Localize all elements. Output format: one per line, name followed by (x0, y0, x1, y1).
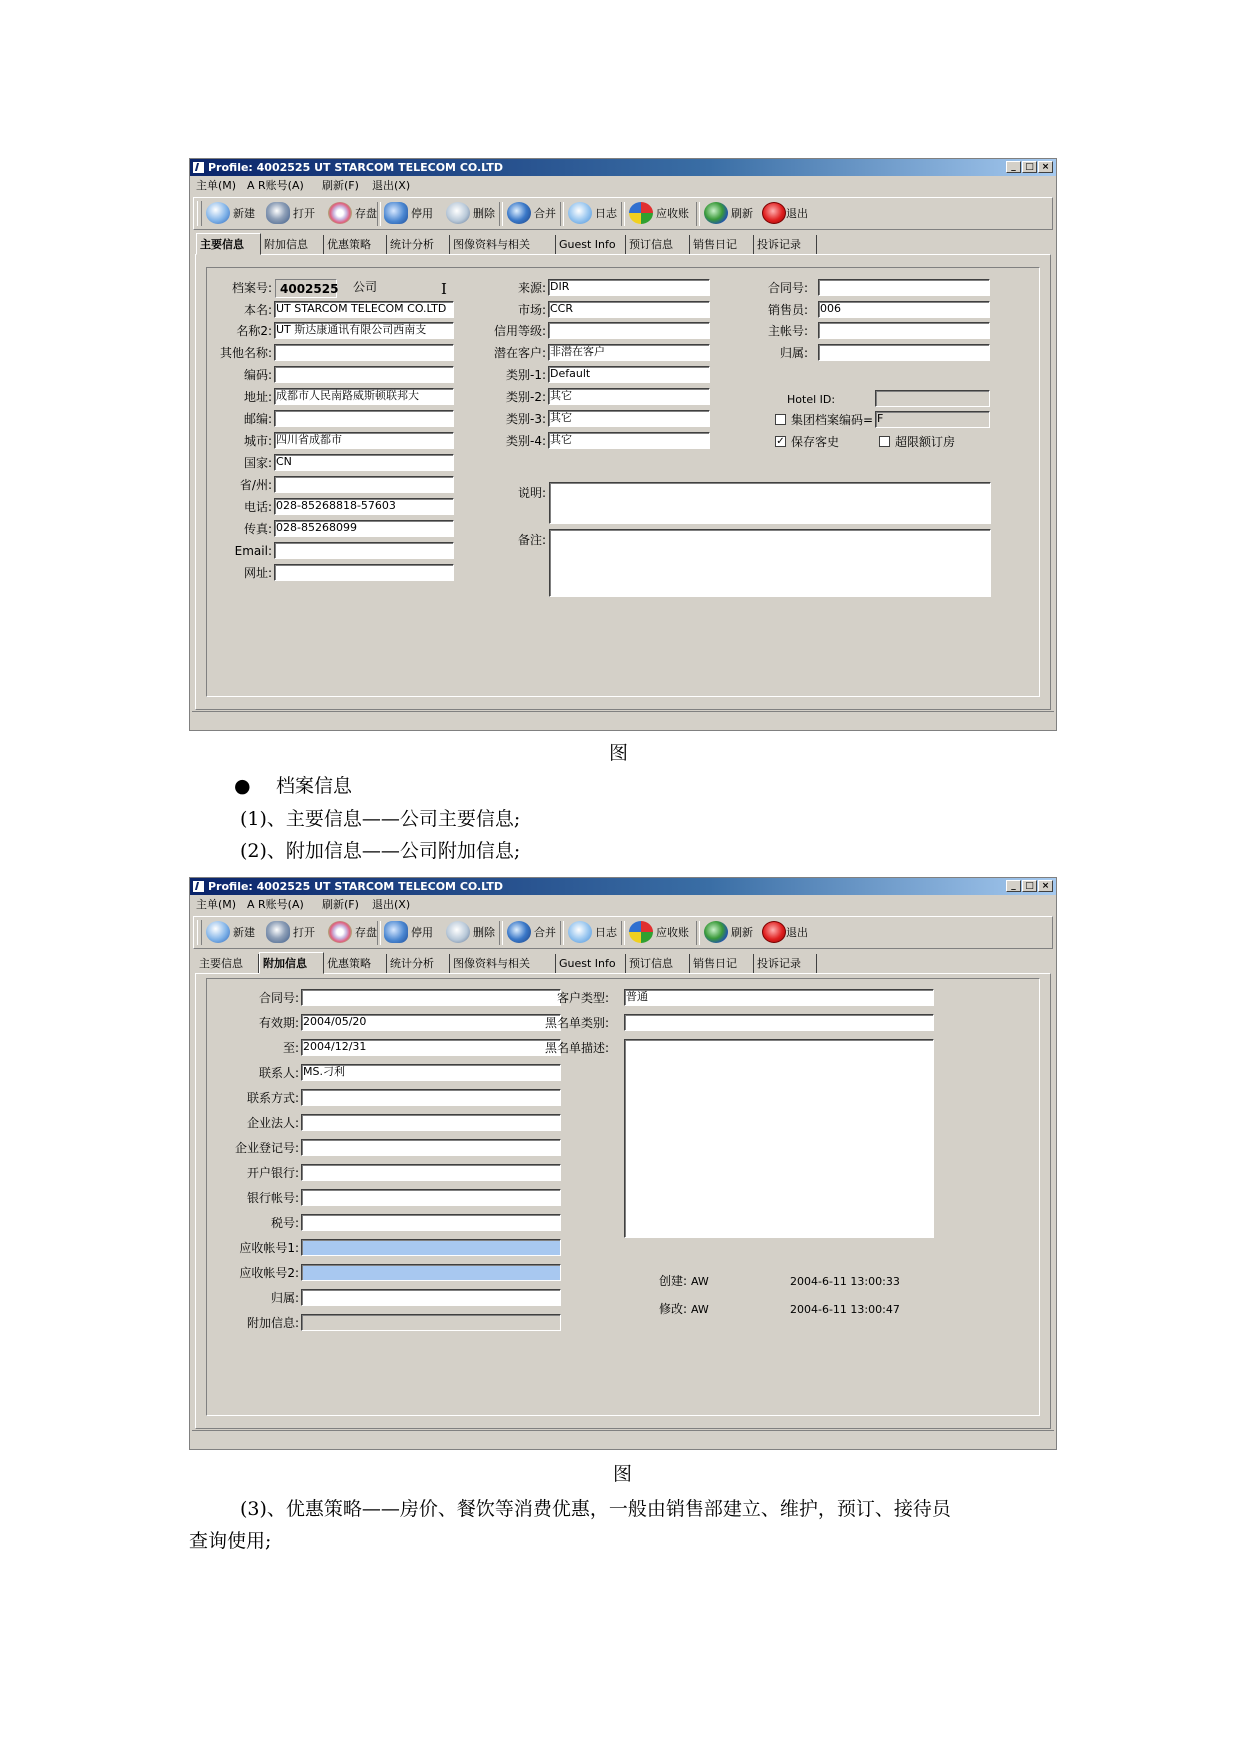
open-icon (266, 921, 290, 943)
postcode-field[interactable] (274, 410, 454, 427)
menu-bar (190, 896, 1056, 914)
delete-icon (446, 921, 470, 943)
exit-icon (762, 921, 786, 943)
blacklist-desc-label: 黑名单描述: (544, 1041, 609, 1055)
registration-no-field[interactable] (301, 1139, 561, 1156)
minimize-button[interactable]: _ (1006, 161, 1021, 173)
log-label: 日志 (595, 926, 617, 939)
stop-label: 停用 (411, 207, 433, 220)
menu-exit[interactable]: 退出(X) (372, 898, 411, 911)
save-icon (328, 202, 352, 224)
toolbar-separator (621, 921, 625, 945)
potential-field[interactable]: 非潜在客户 (548, 344, 710, 361)
tab-main-info[interactable]: 主要信息 (196, 954, 259, 973)
category1-label: 类别-1: (505, 368, 546, 382)
menu-ar-account[interactable]: A R账号(A) (247, 898, 304, 911)
toolbar-separator (696, 921, 700, 945)
exit-label: 退出 (786, 926, 808, 939)
description-field[interactable] (549, 482, 991, 524)
open-label: 打开 (293, 207, 315, 220)
bank-field[interactable] (301, 1164, 561, 1181)
main-account-label: 主帐号: (767, 324, 808, 338)
ar-icon (629, 921, 653, 943)
source-label: 来源: (517, 281, 546, 295)
tax-no-field[interactable] (301, 1214, 561, 1231)
log-label: 日志 (595, 207, 617, 220)
toolbar-separator (377, 921, 381, 945)
bank-account-field[interactable] (301, 1189, 561, 1206)
doc-item-2: (2)、附加信息——公司附加信息; (240, 840, 521, 862)
log-icon (568, 921, 592, 943)
section-heading: 档案信息 (276, 775, 353, 797)
ar-account2-label: 应收帐号2: (239, 1266, 299, 1280)
toolbar (193, 916, 1053, 949)
open-label: 打开 (293, 926, 315, 939)
exit-label: 退出 (786, 207, 808, 220)
company-type: 公司 (353, 280, 378, 294)
save-label: 存盘 (355, 926, 377, 939)
category1-field[interactable]: Default (548, 366, 710, 383)
potential-label: 潜在客户: (493, 346, 546, 360)
doc-item-1: (1)、主要信息——公司主要信息; (240, 808, 521, 830)
other-name-field[interactable] (274, 344, 454, 361)
maximize-button[interactable]: □ (1022, 161, 1037, 173)
blacklist-type-label: 黑名单类别: (544, 1016, 609, 1030)
stop-label: 停用 (411, 926, 433, 939)
toolbar-separator (377, 202, 381, 226)
ar-account1-field[interactable] (301, 1239, 561, 1256)
status-bar (192, 711, 1054, 728)
main-account-field[interactable] (818, 322, 990, 339)
legal-person-label: 企业法人: (246, 1116, 299, 1130)
contract-label: 合同号: (767, 281, 808, 295)
toolbar-separator (560, 921, 564, 945)
tab-discount-policy[interactable]: 优惠策略 (324, 954, 387, 973)
form-area (206, 978, 1040, 1416)
category4-field[interactable]: 其它 (548, 432, 710, 449)
description-label: 说明: (517, 486, 546, 500)
tab-statistics[interactable]: 统计分析 (387, 954, 450, 973)
refresh-icon (704, 202, 728, 224)
tab-statistics[interactable]: 统计分析 (387, 235, 450, 254)
code-field[interactable] (274, 366, 454, 383)
toolbar (193, 197, 1053, 230)
category2-label: 类别-2: (505, 390, 546, 404)
bank-account-label: 银行帐号: (246, 1191, 299, 1205)
app-logo-icon (192, 880, 205, 893)
keep-history-checkbox[interactable]: ✓ (776, 436, 785, 447)
city-field[interactable]: 四川省成都市 (274, 432, 454, 449)
modified-by: AW (691, 1303, 709, 1316)
registration-no-label: 企业登记号: (234, 1141, 299, 1155)
hotel-id-field (875, 390, 990, 407)
doc-item-3-line1: (3)、优惠策略——房价、餐饮等消费优惠，一般由销售部建立、维护，预订、接待员 (240, 1498, 951, 1520)
extra-info-field (301, 1314, 561, 1331)
doc-item-3-line2: 查询使用; (189, 1530, 272, 1552)
belong-label: 归属: (779, 346, 808, 360)
close-button[interactable]: × (1038, 161, 1053, 173)
created-label: 创建: (659, 1274, 688, 1288)
contact-way-label: 联系方式: (246, 1091, 299, 1105)
market-label: 市场: (517, 303, 546, 317)
hotel-id-label: Hotel ID: (787, 393, 836, 406)
market-field[interactable]: CCR (548, 301, 710, 318)
window-title: Profile: 4002525 UT STARCOM TELECOM CO.LTD (208, 880, 504, 893)
toolbar-separator (499, 921, 503, 945)
menu-main[interactable]: 主单(M) (196, 179, 237, 192)
country-label: 国家: (243, 456, 272, 470)
created-at: 2004-6-11 13:00:33 (790, 1275, 900, 1288)
source-field[interactable]: DIR (548, 279, 710, 296)
profile-no-value: 4002525 (275, 279, 337, 298)
ar-label: 应收账 (656, 207, 689, 220)
menu-bar (190, 177, 1056, 195)
valid-from-label: 有效期: (258, 1016, 299, 1030)
tab-complaints[interactable]: 投诉记录 (754, 954, 817, 973)
group-code-checkbox[interactable] (775, 414, 786, 425)
contract-field[interactable] (301, 989, 561, 1006)
modified-at: 2004-6-11 13:00:47 (790, 1303, 900, 1316)
menu-exit[interactable]: 退出(X) (372, 179, 411, 192)
salesperson-label: 销售员: (767, 303, 808, 317)
screenshot-additional-info (189, 877, 1057, 1450)
title-bar (190, 878, 1056, 895)
tab-complaints[interactable]: 投诉记录 (754, 235, 817, 254)
tab-panel (195, 254, 1051, 710)
tab-images[interactable]: 图像资料与相关 (450, 954, 556, 973)
merge-label: 合并 (534, 926, 556, 939)
name2-label: 名称2: (236, 324, 272, 338)
new-label: 新建 (233, 926, 255, 939)
ar-account2-field[interactable] (301, 1264, 561, 1281)
bullet-icon: ● (234, 775, 251, 797)
text-cursor-icon: I (441, 280, 447, 298)
refresh-label: 刷新 (731, 207, 753, 220)
toolbar-separator (499, 202, 503, 226)
tab-panel (195, 973, 1051, 1429)
tab-additional-info[interactable]: 附加信息 (259, 952, 324, 974)
fax-field[interactable]: 028-85268099 (274, 520, 454, 537)
tab-sales-diary[interactable]: 销售日记 (690, 954, 754, 973)
save-icon (328, 921, 352, 943)
ar-label: 应收账 (656, 926, 689, 939)
toolbar-grip[interactable] (197, 201, 202, 226)
customer-type-label: 客户类型: (556, 991, 609, 1005)
city-label: 城市: (243, 434, 272, 448)
name-label: 本名: (243, 303, 272, 317)
refresh-icon (704, 921, 728, 943)
tab-reservation[interactable]: 预订信息 (626, 235, 690, 254)
address-label: 地址: (243, 390, 272, 404)
remark-label: 备注: (517, 533, 546, 547)
email-field[interactable] (274, 542, 454, 559)
tab-reservation[interactable]: 预订信息 (626, 954, 690, 973)
contract-label: 合同号: (258, 991, 299, 1005)
open-icon (266, 202, 290, 224)
legal-person-field[interactable] (301, 1114, 561, 1131)
country-field[interactable]: CN (274, 454, 454, 471)
salesperson-field[interactable]: 006 (818, 301, 990, 318)
code-label: 编码: (243, 368, 272, 382)
created-by: AW (691, 1275, 709, 1288)
delete-label: 删除 (473, 926, 495, 939)
stop-icon (384, 202, 408, 224)
menu-refresh[interactable]: 刷新(F) (322, 898, 359, 911)
name2-field[interactable]: UT 斯达康通讯有限公司西南支 (274, 322, 454, 339)
tab-images[interactable]: 图像资料与相关 (450, 235, 556, 254)
app-logo-icon (192, 161, 205, 174)
toolbar-grip[interactable] (197, 920, 202, 945)
maximize-button[interactable]: □ (1022, 880, 1037, 892)
other-name-label: 其他名称: (219, 346, 272, 360)
tab-guest-info[interactable]: Guest Info (556, 235, 626, 254)
bank-label: 开户银行: (246, 1166, 299, 1180)
credit-label: 信用等级: (493, 324, 546, 338)
delete-label: 删除 (473, 207, 495, 220)
keep-history-label: 保存客史 (791, 435, 840, 449)
contact-field[interactable]: MS.刁利 (301, 1064, 561, 1081)
menu-main[interactable]: 主单(M) (196, 898, 237, 911)
merge-icon (507, 202, 531, 224)
toolbar-separator (696, 202, 700, 226)
title-bar (190, 159, 1056, 176)
over-limit-checkbox[interactable] (879, 436, 890, 447)
category2-field[interactable]: 其它 (548, 388, 710, 405)
valid-to-label: 至: (282, 1041, 299, 1055)
close-button[interactable]: × (1038, 880, 1053, 892)
province-label: 省/州: (239, 478, 272, 492)
fax-label: 传真: (243, 522, 272, 536)
new-icon (206, 921, 230, 943)
modified-label: 修改: (659, 1302, 688, 1316)
screenshot-main-info (189, 158, 1057, 731)
merge-label: 合并 (534, 207, 556, 220)
tab-additional-info[interactable]: 附加信息 (261, 235, 324, 254)
refresh-label: 刷新 (731, 926, 753, 939)
menu-refresh[interactable]: 刷新(F) (322, 179, 359, 192)
phone-field[interactable]: 028-85268818-57603 (274, 498, 454, 515)
website-label: 网址: (243, 566, 272, 580)
contract-field[interactable] (818, 279, 990, 296)
name-field[interactable]: UT STARCOM TELECOM CO.LTD (274, 301, 454, 318)
valid-from-field[interactable]: 2004/05/20 (301, 1014, 561, 1031)
website-field[interactable] (274, 564, 454, 581)
belong-label: 归属: (270, 1291, 299, 1305)
group-code-field: F (875, 411, 990, 428)
new-icon (206, 202, 230, 224)
figure-caption-1: 图 (609, 742, 629, 764)
merge-icon (507, 921, 531, 943)
blacklist-desc-field[interactable] (624, 1039, 934, 1238)
postcode-label: 邮编: (243, 412, 272, 426)
belong-field[interactable] (301, 1289, 561, 1306)
extra-info-label: 附加信息: (246, 1316, 299, 1330)
email-label: Email: (234, 544, 272, 558)
ar-account1-label: 应收帐号1: (239, 1241, 299, 1255)
tax-no-label: 税号: (270, 1216, 299, 1230)
valid-to-field[interactable]: 2004/12/31 (301, 1039, 561, 1056)
toolbar-separator (621, 202, 625, 226)
menu-ar-account[interactable]: A R账号(A) (247, 179, 304, 192)
group-code-label: 集团档案编码= (791, 413, 874, 427)
tab-discount-policy[interactable]: 优惠策略 (324, 235, 387, 254)
credit-field[interactable] (548, 322, 710, 339)
tab-sales-diary[interactable]: 销售日记 (690, 235, 754, 254)
log-icon (568, 202, 592, 224)
new-label: 新建 (233, 207, 255, 220)
toolbar-separator (560, 202, 564, 226)
delete-icon (446, 202, 470, 224)
category3-field[interactable]: 其它 (548, 410, 710, 427)
figure-caption-2: 图 (613, 1463, 633, 1485)
belong-field[interactable] (818, 344, 990, 361)
minimize-button[interactable]: _ (1006, 880, 1021, 892)
save-label: 存盘 (355, 207, 377, 220)
address-field[interactable]: 成都市人民南路威斯顿联邦大 (274, 388, 454, 405)
blacklist-type-field[interactable] (624, 1014, 934, 1031)
window-title: Profile: 4002525 UT STARCOM TELECOM CO.LTD (208, 161, 504, 174)
province-field[interactable] (274, 476, 454, 493)
category4-label: 类别-4: (505, 434, 546, 448)
contact-label: 联系人: (258, 1066, 299, 1080)
category3-label: 类别-3: (505, 412, 546, 426)
customer-type-field[interactable]: 普通 (624, 989, 934, 1006)
stop-icon (384, 921, 408, 943)
exit-icon (762, 202, 786, 224)
profile-no-label: 档案号: (231, 281, 272, 295)
phone-label: 电话: (243, 500, 272, 514)
remark-field[interactable] (549, 529, 991, 597)
tab-guest-info[interactable]: Guest Info (556, 954, 626, 973)
form-area (206, 267, 1040, 697)
ar-icon (629, 202, 653, 224)
contact-way-field[interactable] (301, 1089, 561, 1106)
over-limit-label: 超限额订房 (895, 435, 956, 449)
tab-main-info[interactable]: 主要信息 (196, 233, 261, 255)
status-bar (192, 1430, 1054, 1447)
